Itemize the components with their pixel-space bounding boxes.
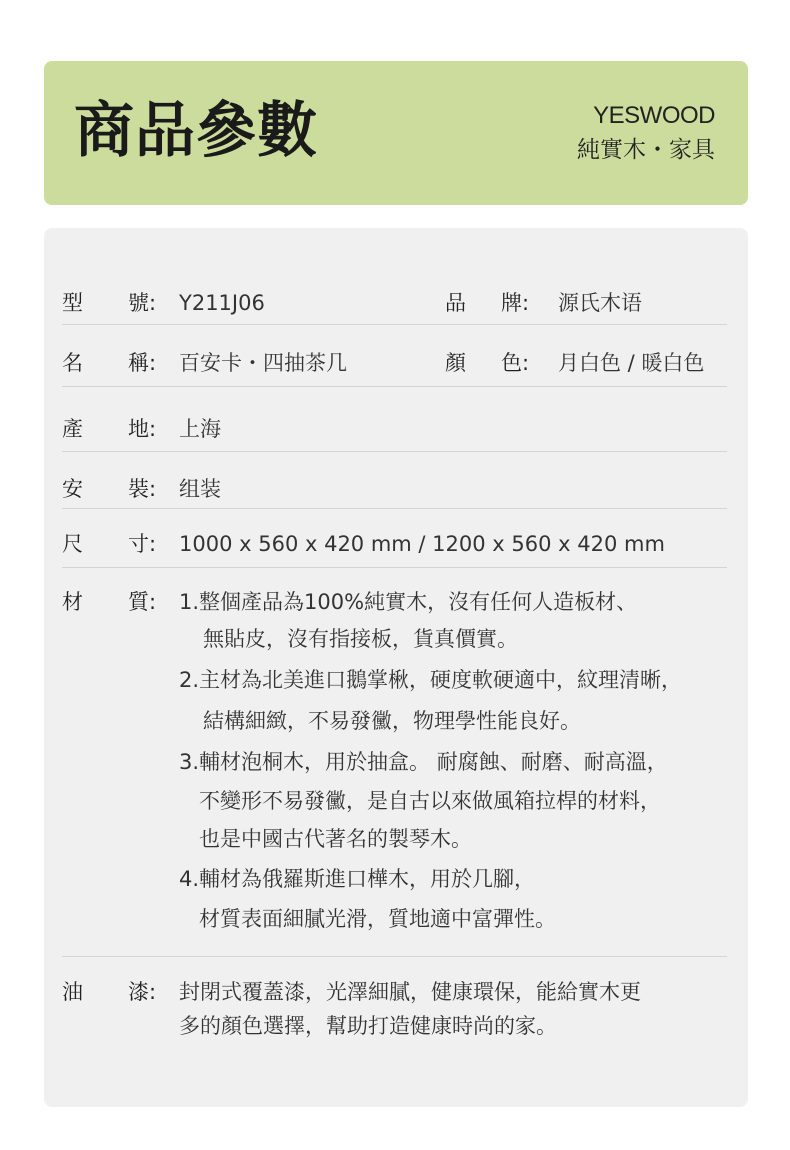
- color-label-2: 色:: [501, 351, 530, 375]
- name-value: 百安卡・四抽茶几: [179, 351, 347, 375]
- origin-label-2: 地:: [128, 417, 157, 441]
- origin-label-1: 產: [62, 417, 83, 441]
- material-line: 無貼皮，沒有指接板，貨真價實。: [203, 627, 518, 651]
- size-value: 1000 x 560 x 420 mm / 1200 x 560 x 420 mm: [179, 532, 665, 556]
- spec-row-origin: [62, 416, 727, 452]
- spec-row-model-brand: [62, 290, 727, 325]
- spec-row-size: [62, 531, 727, 568]
- spec-row-name-color: [62, 350, 727, 387]
- paint-line: 封閉式覆蓋漆，光澤細膩，健康環保，能給實木更: [179, 980, 641, 1004]
- name-label-2: 稱:: [128, 351, 157, 375]
- header-banner: [44, 61, 748, 205]
- size-label-1: 尺: [62, 532, 83, 556]
- material-line: 材質表面細膩光滑，質地適中富彈性。: [199, 907, 556, 931]
- paint-label-2: 漆:: [128, 980, 157, 1004]
- material-label-1: 材: [62, 590, 83, 614]
- color-label-1: 顏: [445, 351, 466, 375]
- install-value: 组装: [179, 477, 221, 501]
- material-line: 4.輔材為俄羅斯進口樺木，用於几腳，: [179, 867, 536, 891]
- brand-name-en: YESWOOD: [593, 102, 715, 129]
- page-title: 商品參數: [74, 96, 318, 166]
- material-line: 1.整個產品為100%純實木，沒有任何人造板材、: [179, 590, 638, 614]
- paint-label-1: 油: [62, 980, 83, 1004]
- brand-tagline-cn: 純實木・家具: [577, 137, 715, 163]
- name-label-1: 名: [62, 351, 83, 375]
- material-line: 結構細緻，不易發黴，物理學性能良好。: [203, 709, 581, 733]
- spec-row-material: [62, 589, 727, 957]
- material-line: 3.輔材泡桐木，用於抽盒。 耐腐蝕、耐磨、耐高溫，: [179, 750, 668, 774]
- install-label-2: 裝:: [128, 477, 157, 501]
- model-label-2: 號:: [128, 291, 157, 315]
- install-label-1: 安: [62, 477, 83, 501]
- brand-value: 源氏木语: [558, 291, 642, 315]
- origin-value: 上海: [179, 417, 221, 441]
- material-label-2: 質:: [128, 590, 157, 614]
- spec-panel: [44, 228, 748, 1107]
- material-line: 也是中國古代著名的製琴木。: [199, 827, 472, 851]
- brand-label-2: 牌:: [501, 291, 530, 315]
- size-label-2: 寸:: [128, 532, 157, 556]
- paint-line: 多的顏色選擇，幫助打造健康時尚的家。: [179, 1014, 557, 1038]
- color-value: 月白色 / 暖白色: [558, 351, 705, 375]
- model-value: Y211J06: [179, 291, 265, 315]
- brand-label-1: 品: [445, 291, 466, 315]
- spec-row-paint: [62, 979, 727, 1059]
- material-line: 不變形不易發黴，是自古以來做風箱拉桿的材料，: [199, 789, 661, 813]
- spec-row-install: [62, 476, 727, 509]
- model-label-1: 型: [62, 291, 83, 315]
- material-line: 2.主材為北美進口鵝掌楸，硬度軟硬適中，紋理清晰，: [179, 668, 683, 692]
